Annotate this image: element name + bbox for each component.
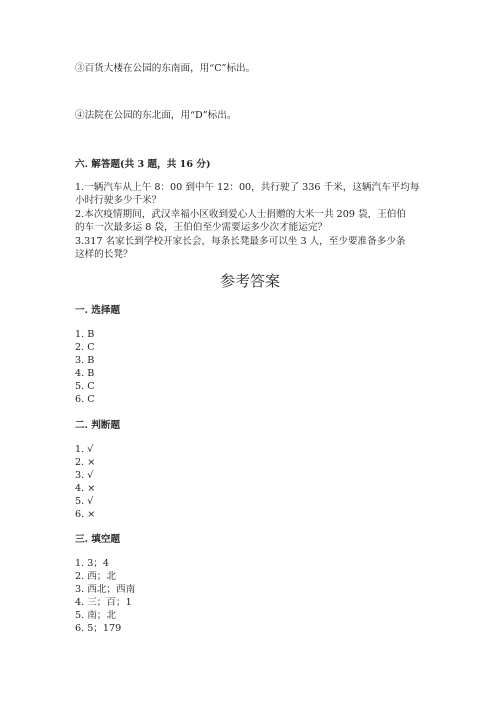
answer-heading-choice: 一. 选择题 bbox=[75, 305, 121, 316]
solve-line: 的车一次最多运 8 袋，王伯伯至少需要运多少次才能运完？ bbox=[75, 222, 328, 233]
answer-title: 参考答案 bbox=[219, 272, 280, 290]
solve-line: 3.317 名家长到学校开家长会，每条长凳最多可以坐 3 人，至少要准备多少条 bbox=[75, 236, 406, 247]
answer-item: 5. √ bbox=[75, 496, 94, 507]
solve-line: 这样的长凳？ bbox=[75, 249, 133, 260]
answer-item: 1. 3；4 bbox=[75, 558, 110, 569]
solve-line: 1.一辆汽车从上午 8：00 到中午 12：00，共行驶了 336 千米，这辆汽车平均每 bbox=[75, 182, 420, 193]
solve-line: 小时行驶多少千米？ bbox=[75, 195, 162, 206]
answer-item: 4. 三；百；1 bbox=[75, 597, 132, 608]
question-item-c: ③百货大楼在公园的东南面，用“C”标出。 bbox=[75, 63, 256, 74]
answer-item: 3. √ bbox=[75, 470, 94, 481]
answer-item: 2. C bbox=[75, 342, 95, 353]
answer-item: 2. 西；北 bbox=[75, 571, 116, 582]
answer-item: 4. × bbox=[75, 483, 96, 494]
answer-item: 6. 5；179 bbox=[75, 623, 122, 634]
answer-item: 3. 西北；西南 bbox=[75, 584, 136, 595]
answer-item: 2. × bbox=[75, 457, 96, 468]
section-heading-solve: 六. 解答题(共 3 题，共 16 分) bbox=[75, 159, 211, 170]
answer-item: 6. × bbox=[75, 509, 96, 520]
answer-item: 1. √ bbox=[75, 444, 94, 455]
answer-item: 6. C bbox=[75, 394, 95, 405]
answer-item: 4. B bbox=[75, 368, 95, 379]
answer-item: 3. B bbox=[75, 355, 95, 366]
answer-item: 5. 南；北 bbox=[75, 610, 116, 621]
answer-item: 5. C bbox=[75, 381, 95, 392]
answer-heading-judge: 二. 判断题 bbox=[75, 420, 121, 431]
answer-item: 1. B bbox=[75, 329, 95, 340]
answer-heading-fill: 三. 填空题 bbox=[75, 534, 121, 545]
solve-line: 2.本次疫情期间，武汉幸福小区收到爱心人士捐赠的大米一共 209 袋，王伯伯 bbox=[75, 209, 406, 220]
question-item-d: ④法院在公园的东北面，用“D”标出。 bbox=[75, 110, 237, 121]
